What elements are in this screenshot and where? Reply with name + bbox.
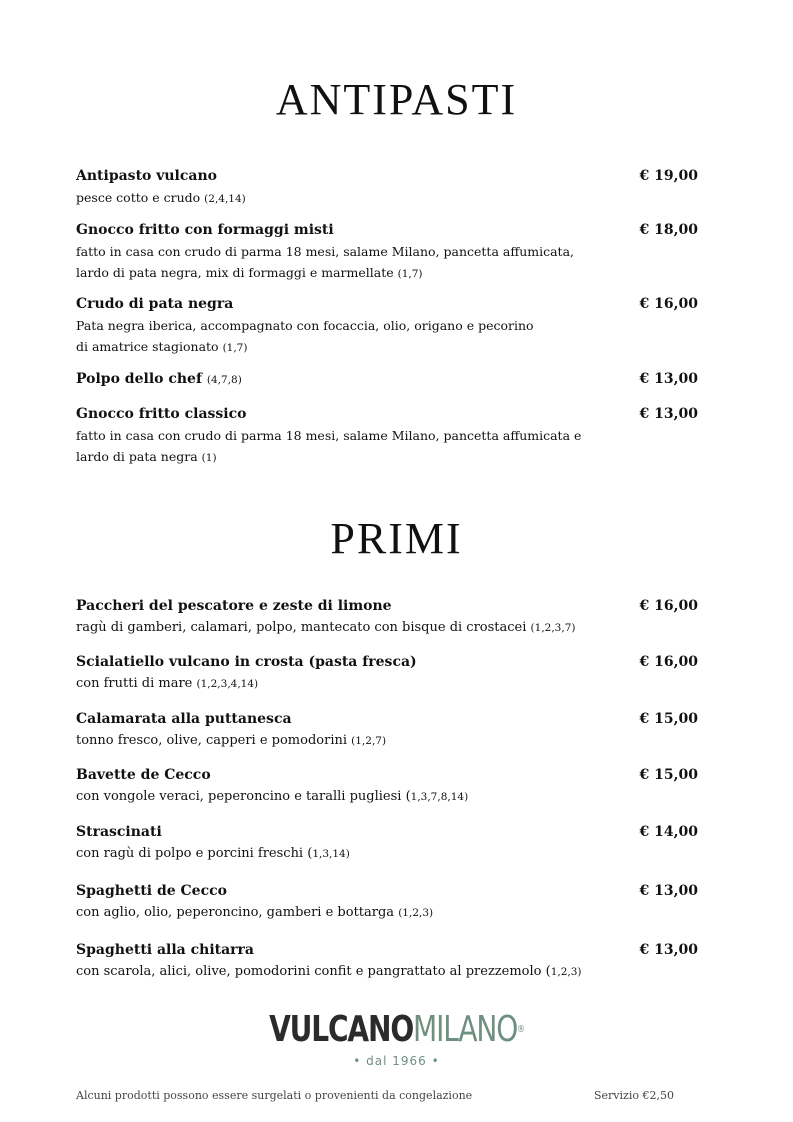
- item-allergens: (1): [201, 452, 217, 464]
- item-description: con frutti di mare (1,2,3,4,14): [76, 676, 259, 691]
- item-price: € 13,00: [639, 371, 698, 387]
- item-price: € 16,00: [639, 654, 698, 670]
- item-price: € 13,00: [639, 883, 698, 899]
- menu-item: [76, 370, 698, 389]
- item-price: € 13,00: [639, 406, 698, 422]
- menu-item: [76, 221, 698, 285]
- item-name: Strascinati: [76, 824, 162, 840]
- item-price: € 16,00: [639, 598, 698, 614]
- item-allergens: (2,4,14): [204, 193, 246, 205]
- item-price: € 14,00: [639, 824, 698, 840]
- item-description: ragù di gamberi, calamari, polpo, mantecato con bisque di crostacei (1,2,3,7): [76, 620, 576, 635]
- item-allergens: (1,2,3,7): [530, 622, 576, 634]
- item-name: Gnocco fritto classico: [76, 406, 247, 422]
- menu-item: [76, 405, 698, 469]
- footer-note: Alcuni prodotti possono essere surgelati o provenienti da congelazione: [76, 1089, 473, 1102]
- item-allergens: (1,7): [397, 268, 423, 280]
- item-name: Crudo di pata negra: [76, 296, 234, 312]
- item-description: tonno fresco, olive, capperi e pomodorini (1,2,7): [76, 733, 387, 748]
- item-description: pesce cotto e crudo (2,4,14): [76, 190, 246, 205]
- menu-item: [76, 823, 698, 865]
- item-price: € 13,00: [639, 942, 698, 958]
- primi-title: PRIMI: [330, 514, 463, 563]
- menu-item: [76, 882, 698, 924]
- menu-item: [76, 653, 698, 695]
- brand-since: • dal 1966 •: [353, 1054, 440, 1068]
- item-description: con aglio, olio, peperoncino, gamberi e bottarga (1,2,3): [76, 905, 434, 920]
- menu-item: [76, 295, 698, 359]
- menu-item: [76, 597, 698, 639]
- item-allergens: (4,7,8): [206, 374, 242, 386]
- menu-item: [76, 941, 698, 983]
- item-name: Bavette de Cecco: [76, 767, 211, 783]
- item-price: € 18,00: [639, 222, 698, 238]
- item-name: Calamarata alla puttanesca: [76, 711, 292, 727]
- menu-item: [76, 710, 698, 752]
- item-name: Scialatiello vulcano in crosta (pasta fresca): [76, 654, 417, 670]
- item-allergens: (1,2,7): [351, 735, 387, 747]
- item-price: € 15,00: [639, 767, 698, 783]
- item-allergens: (1,2,3,4,14): [196, 678, 259, 690]
- item-allergens: 1,2,3): [550, 966, 582, 978]
- item-name: Gnocco fritto con formaggi misti: [76, 222, 334, 238]
- menu-item: [76, 766, 698, 808]
- footer-service: Servizio €2,50: [594, 1089, 674, 1102]
- item-description: con scarola, alici, olive, pomodorini confit e pangrattato al prezzemolo (1,2,3): [76, 964, 582, 979]
- item-description: con ragù di polpo e porcini freschi (1,3,14): [76, 846, 350, 861]
- item-price: € 19,00: [639, 168, 698, 184]
- item-description: Pata negra iberica, accompagnato con focaccia, olio, origano e pecorino di amatrice stagionato (1,7): [76, 318, 534, 354]
- brand-logo: [0, 1010, 793, 1068]
- item-allergens: (1,2,3): [398, 907, 434, 919]
- item-name: Paccheri del pescatore e zeste di limone: [76, 598, 392, 614]
- item-name: Spaghetti de Cecco: [76, 883, 227, 899]
- menu-item: [76, 167, 698, 210]
- item-allergens: 1,3,7,8,14): [410, 791, 469, 803]
- item-name: Spaghetti alla chitarra: [76, 942, 255, 958]
- item-name: Antipasto vulcano: [76, 168, 217, 184]
- item-price: € 15,00: [639, 711, 698, 727]
- brand-wordmark: VULCANOMILANO®: [268, 1009, 525, 1050]
- item-allergens: (1,7): [222, 342, 248, 354]
- antipasti-title: ANTIPASTI: [275, 75, 518, 124]
- item-description: con vongole veraci, peperoncino e taralli pugliesi (1,3,7,8,14): [76, 789, 469, 804]
- item-description: fatto in casa con crudo di parma 18 mesi, salame Milano, pancetta affumicata, lardo di pata negra, mix di formaggi e marmellate (1,7): [76, 244, 575, 280]
- item-name: Polpo dello chef (4,7,8): [76, 371, 242, 387]
- item-allergens: 1,3,14): [312, 848, 350, 860]
- item-description: fatto in casa con crudo di parma 18 mesi, salame Milano, pancetta affumicata e lardo di pata negra (1): [76, 428, 582, 464]
- item-price: € 16,00: [639, 296, 698, 312]
